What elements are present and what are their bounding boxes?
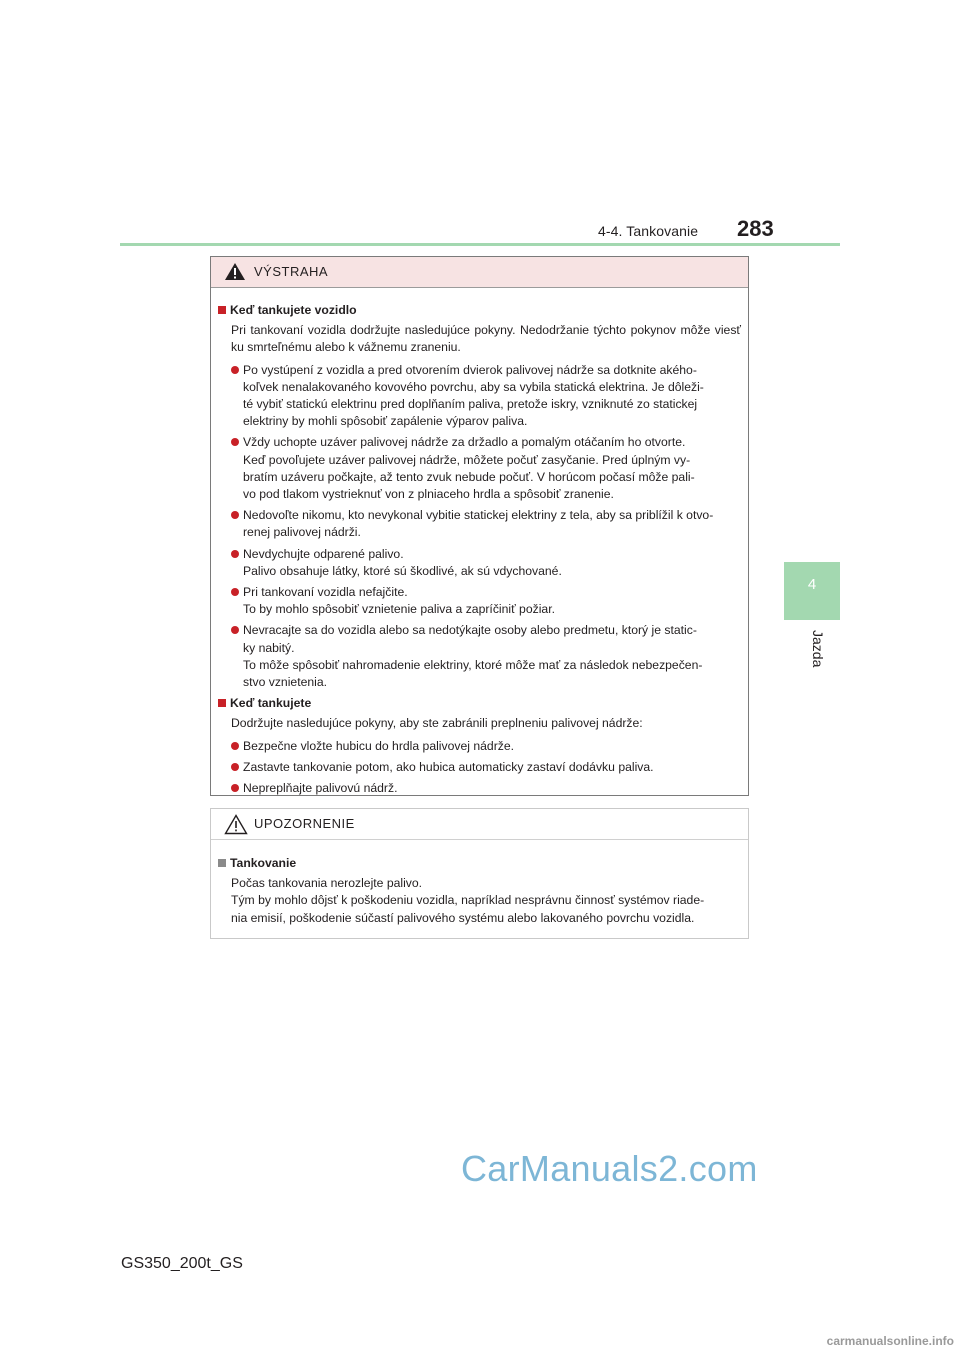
warning-box: [210, 256, 749, 796]
caution-header: [211, 809, 748, 840]
square-bullet-icon: [218, 306, 226, 314]
chapter-label: Jazda: [810, 630, 826, 668]
list-item: [218, 738, 741, 755]
warning-section-heading: [218, 302, 741, 319]
model-code: GS350_200t_GS: [121, 1255, 243, 1272]
list-item: [218, 584, 741, 618]
section-heading-text: Keď tankujete: [230, 696, 312, 711]
text-line: koľvek nenalakovaného kovového povrchu, aby sa vybila statická elektrina. Je dôleži-: [243, 379, 704, 394]
warning-title: VÝSTRAHA: [254, 264, 329, 279]
list-item: [218, 362, 741, 431]
caution-body: [211, 840, 748, 927]
text-line: vo pod tlakom vystrieknuť von z plniaceho hrdla a spôsobiť zranenie.: [243, 487, 614, 502]
caution-section-heading: [218, 855, 741, 872]
caution-triangle-icon: [224, 814, 248, 835]
text-line: To môže spôsobiť nahromadenie elektriny, ktoré môže mať za následok nebezpečen-: [243, 657, 703, 672]
section-intro: Dodržujte nasledujúce pokyny, aby ste zabránili preplneniu palivovej nádrže:: [231, 716, 643, 731]
text-line: Palivo obsahuje látky, ktoré sú škodlivé, ak sú vdychované.: [243, 563, 562, 578]
section-heading-text: Keď tankujete vozidlo: [230, 303, 357, 317]
text-line: Počas tankovania nerozlejte palivo.: [231, 876, 423, 891]
text-line: Nevracajte sa do vozidla alebo sa nedotýkajte osoby alebo predmetu, ktorý je static-: [243, 623, 697, 638]
round-bullet-icon: [231, 763, 239, 771]
warning-header: [211, 257, 748, 288]
header-rule: [120, 243, 840, 246]
warning-section-heading: [218, 695, 741, 712]
caution-title: UPOZORNENIE: [254, 816, 355, 831]
list-item: [218, 622, 741, 691]
chapter-tab: [784, 562, 840, 620]
square-bullet-icon: [218, 859, 226, 867]
round-bullet-icon: [231, 626, 239, 634]
text-line: Po vystúpení z vozidla a pred otvorením dvierok palivovej nádrže sa dotknite akého-: [243, 362, 697, 377]
page-number: 283: [737, 216, 774, 241]
round-bullet-icon: [231, 742, 239, 750]
round-bullet-icon: [231, 366, 239, 374]
caution-text: [218, 875, 741, 927]
text-line: bratím uzáveru počkajte, až tento zvuk nebude počuť. V horúcom počasí môže pali-: [243, 469, 695, 484]
round-bullet-icon: [231, 588, 239, 596]
list-item: [218, 546, 741, 580]
round-bullet-icon: [231, 550, 239, 558]
list-item: [218, 507, 741, 541]
text-line: To by mohlo spôsobiť vznietenie paliva a zapríčiniť požiar.: [243, 602, 555, 617]
text-line: Nevdychujte odparené palivo.: [243, 546, 404, 561]
text-line: nia emisií, poškodenie súčastí palivového systému alebo lakovaného povrchu vozidla.: [231, 910, 695, 925]
round-bullet-icon: [231, 784, 239, 792]
list-item: [218, 759, 741, 776]
text-line: Tým by mohlo dôjsť k poškodeniu vozidla, napríklad nesprávnu činnosť systémov riade-: [231, 893, 705, 908]
text-line: renej palivovej nádrži.: [243, 525, 361, 540]
text-line: té vybiť statickú elektrinu pred doplňaním paliva, pretože iskry, vzniknuté zo statickej: [243, 397, 698, 412]
text-line: Keď povoľujete uzáver palivovej nádrže, môžete počuť zasyčanie. Pred úplným vy-: [243, 452, 691, 467]
caution-box: [210, 808, 749, 939]
round-bullet-icon: [231, 511, 239, 519]
round-bullet-icon: [231, 438, 239, 446]
text-line: Nedovoľte nikomu, kto nevykonal vybitie statickej elektriny z tela, aby sa priblížil k otvo-: [243, 508, 714, 523]
watermark-text: CarManuals2.com: [461, 1148, 758, 1189]
section-intro: Pri tankovaní vozidla dodržujte nasledujúce pokyny. Nedodržanie týchto pokynov môže viesť ku smrteľnému alebo k vážnemu zraneniu.: [231, 323, 741, 355]
site-watermark: carmanualsonline.info: [826, 1334, 954, 1348]
section-heading-text: Tankovanie: [230, 856, 297, 870]
square-bullet-icon: [218, 699, 226, 707]
text-line: Nepreplňajte palivovú nádrž.: [243, 781, 398, 796]
warning-triangle-icon: [224, 262, 246, 281]
text-line: Bezpečne vložte hubicu do hrdla palivovej nádrže.: [243, 738, 515, 753]
section-title: 4-4. Tankovanie: [598, 223, 699, 239]
text-line: elektriny by mohli spôsobiť zapálenie výparov paliva.: [243, 414, 528, 429]
chapter-number: 4: [807, 576, 817, 593]
text-line: ky nabitý.: [243, 640, 295, 655]
text-line: stvo vznietenia.: [243, 675, 328, 690]
text-line: Pri tankovaní vozidla nefajčite.: [243, 585, 408, 600]
warning-body: [211, 288, 748, 797]
text-line: Vždy uchopte uzáver palivovej nádrže za držadlo a pomalým otáčaním ho otvorte.: [243, 435, 686, 450]
text-line: Zastavte tankovanie potom, ako hubica automaticky zastaví dodávku paliva.: [243, 759, 654, 774]
list-item: [218, 434, 741, 503]
list-item: [218, 780, 741, 797]
